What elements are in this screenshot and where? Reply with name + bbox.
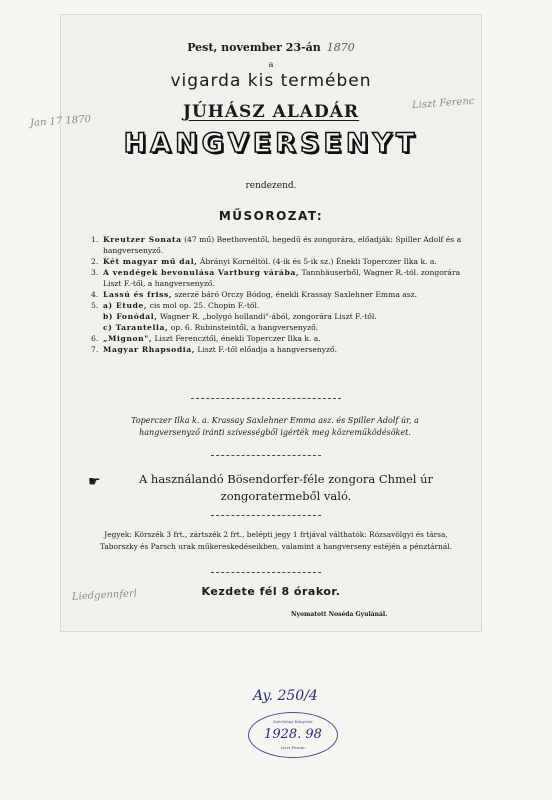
pointing-hand-icon: ☛: [88, 474, 101, 490]
date-text: Pest, november 23-án: [187, 41, 321, 54]
printer-credit: Nyomatott Noséda Gyulánál.: [291, 611, 388, 618]
program-item-details: Liszt Ferencztől, énekli Toperczer Ilka k. a.: [152, 334, 321, 343]
divider: [191, 398, 341, 399]
program-item-details: op. 6. Rubinsteintől, a hangversenyző.: [168, 323, 319, 332]
program-item-details: Liszt F.-től előadja a hangversenyző.: [194, 345, 338, 354]
program-item-text: [103, 289, 471, 300]
program-item-text: [103, 322, 471, 333]
library-stamp: [248, 712, 338, 758]
program-item-number: 6.: [91, 334, 99, 343]
divider: [211, 515, 321, 516]
program-item-text: [103, 300, 471, 311]
program-item-number: 1.: [91, 235, 99, 244]
stamp-top-text: Széchényi Könyvtár: [272, 719, 314, 724]
stamp-year: 1928. 98: [264, 727, 322, 742]
program-item: [91, 311, 471, 322]
date-line: [61, 41, 481, 54]
program-item-details: Wagner R. „bolygó hollandi"-ából, zongorára Liszt F.-től.: [157, 312, 377, 321]
program-title: MŰSOROZAT:: [218, 209, 324, 223]
venue: vigarda kis termében: [170, 71, 372, 91]
program-item-title: „Mignon",: [103, 334, 153, 343]
program-item-number: [91, 311, 103, 322]
program-item-number: 3.: [91, 268, 99, 277]
program-item-text: [103, 256, 471, 267]
program-item-text: [103, 267, 471, 289]
program-item-title: a) Etude,: [103, 301, 148, 310]
program-item-details: Ábrányi Kornéltól. (4-ik és 5-ik sz.) Énekli Toperczer Ilka k. a.: [197, 257, 437, 266]
tickets-info: Jegyek: Körszék 3 frt., zártszék 2 frt., belépti jegy 1 frtjával válthatók: Rózsavölgyi és társa, Taborszky és Parsch urak műkereskedéseikben, valamint a hangverseny estéjén a pénztárnál.: [99, 530, 452, 551]
program-item-number: 2.: [91, 257, 99, 266]
program-item-details: (47 mű) Beethoventől, hegedű és zongorára, előadják: Spiller Adolf és a hangversenyző.: [103, 235, 462, 255]
program-item-text: [103, 234, 471, 256]
program-item-number: 5.: [91, 301, 99, 310]
program-item: [91, 267, 471, 289]
program-item: [91, 322, 471, 333]
program-item-details: Tannhäuserből, Wagner R.-tól. zongorára Liszt F.-től, a hangversenyző.: [103, 268, 461, 288]
program-item-title: Magyar Rhapsodia,: [103, 345, 195, 354]
divider: [211, 572, 321, 573]
handwritten-left-note: Jan 17 1870: [29, 113, 92, 130]
program-item: [91, 256, 471, 267]
program-item: [91, 300, 471, 311]
program-item: [91, 234, 471, 256]
program-item-text: [103, 333, 471, 344]
stamp-bottom-text: Liszt Ferenc: [280, 745, 306, 750]
program-item-text: [103, 311, 471, 322]
program-item-text: [103, 344, 471, 355]
program-item-number: 4.: [91, 290, 99, 299]
performers-note: Toperczer Ilka k. a. Krassay Saxlehner Emma asz. és Spiller Adolf úr, a hangversenyző iránti szívességből igérték meg közreműködésöket.: [131, 416, 419, 437]
divider: [211, 455, 321, 456]
program-item-title: Lassú és friss,: [103, 290, 173, 299]
program-item-number: 7.: [91, 345, 99, 354]
call-number: Ay. 250/4: [253, 688, 318, 704]
program-item-title: Két magyar mű dal,: [103, 257, 198, 266]
rendez-text: rendezend.: [245, 181, 297, 191]
start-time: Kezdete fél 8 órakor.: [201, 585, 341, 598]
program-item: [91, 289, 471, 300]
program-item-title: A vendégek bevonulása Vartburg várába,: [103, 268, 300, 277]
program-item: [91, 344, 471, 355]
piano-note: A használandó Bösendorfer-féle zongora Chmel úr zongoratermeből való.: [138, 472, 434, 503]
program-item-details: szerzé báró Orczy Bódog, énekli Krassay Saxlehner Emma asz.: [172, 290, 418, 299]
handwritten-bottom-note: Liedgennferl: [71, 588, 138, 603]
performer-name: JÚHÁSZ ALADÁR: [182, 102, 360, 122]
program-list: [91, 234, 471, 355]
program-item-number: [91, 322, 103, 333]
program-item: [91, 333, 471, 344]
article-a: a: [268, 60, 274, 69]
program-item-details: cis mol op. 25. Chopin F.-től.: [147, 301, 260, 310]
handwritten-right-note: Liszt Ferenc: [411, 95, 475, 112]
program-item-title: c) Tarantella,: [103, 323, 169, 332]
concert-heading: HANGVERSENYT: [123, 128, 419, 159]
handwritten-year: 1870: [326, 41, 355, 54]
program-item-title: Kreutzer Sonata: [103, 235, 182, 244]
program-item-title: b) Fonódal,: [103, 312, 158, 321]
